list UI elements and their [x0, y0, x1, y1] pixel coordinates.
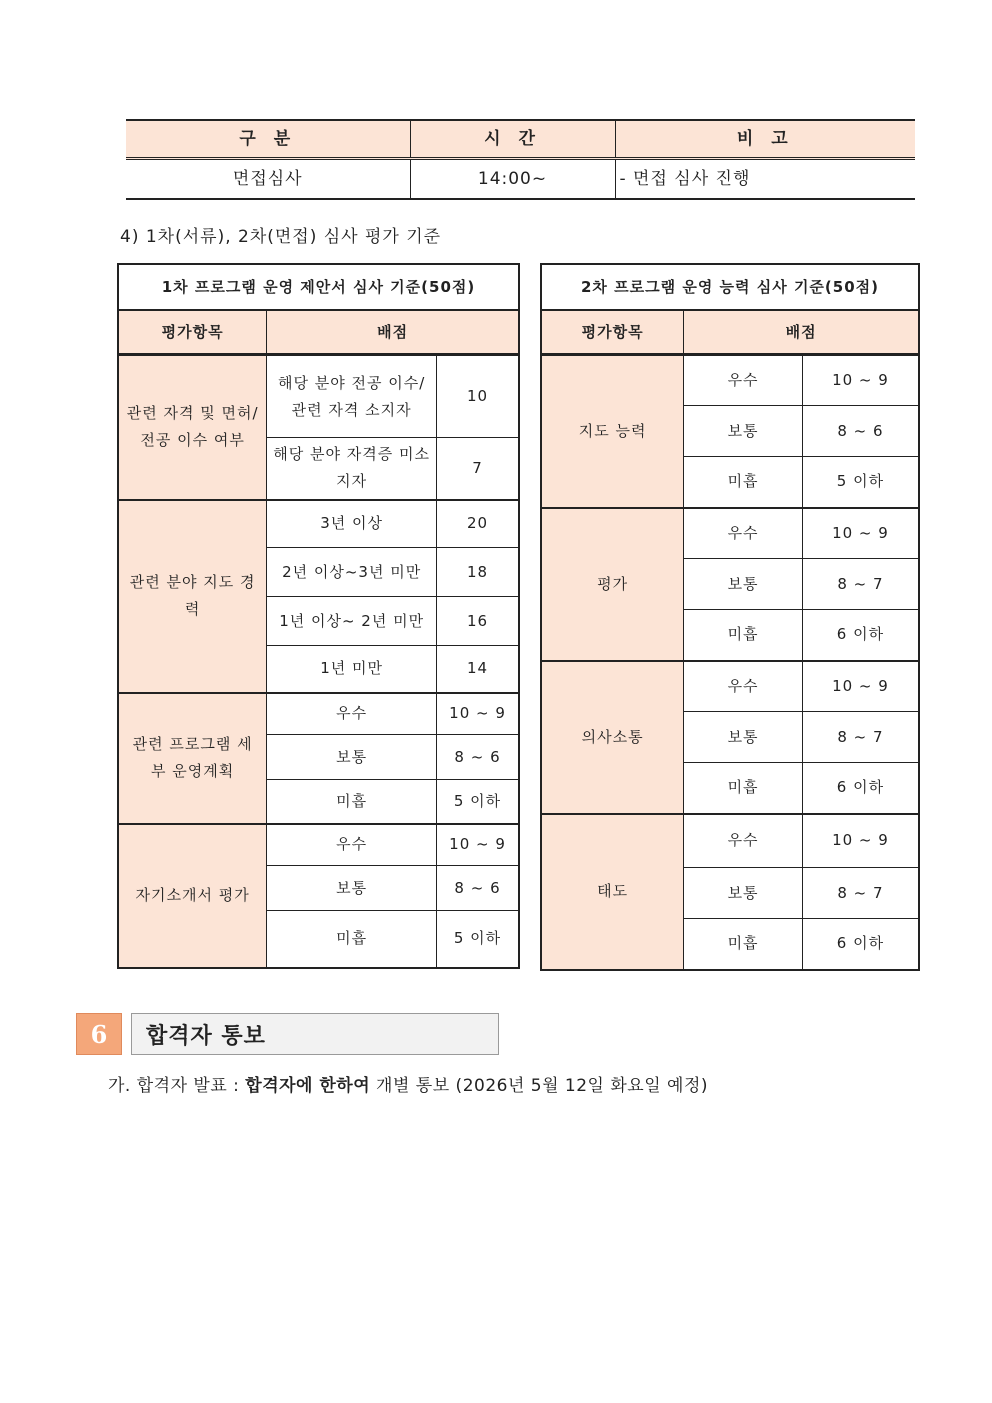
schedule-note: - 면접 심사 진행: [615, 159, 915, 200]
criteria-score: 10 ~ 9: [437, 824, 519, 866]
announcement-emphasis: 합격자에 한하여: [245, 1076, 371, 1096]
second-round-category: 지도 능력: [541, 355, 684, 508]
schedule-time: 14:00~: [410, 159, 615, 200]
first-round-column-headers: [118, 310, 519, 355]
criteria-score: 5 이하: [437, 911, 519, 968]
table-row: [118, 355, 519, 438]
first-round-col-item: 평가항목: [118, 310, 267, 355]
criteria-score: 8 ~ 6: [802, 406, 919, 457]
criteria-label: 보통: [684, 559, 803, 610]
criteria-label: 미흡: [684, 763, 803, 814]
announcement-prefix: 가. 합격자 발표 :: [108, 1076, 246, 1096]
second-round-title-row: [541, 264, 919, 310]
schedule-header-note: 비 고: [615, 120, 915, 159]
criteria-label: 보통: [684, 712, 803, 763]
second-round-col-score: 배점: [684, 310, 919, 355]
table-row: [541, 814, 919, 868]
criteria-label: 미흡: [267, 780, 437, 824]
criteria-score: 6 이하: [802, 610, 919, 661]
table-row: [541, 508, 919, 559]
first-round-category: 자기소개서 평가: [118, 824, 267, 968]
criteria-label: 보통: [684, 406, 803, 457]
criteria-score: 10 ~ 9: [437, 693, 519, 735]
criteria-score: 10: [437, 355, 519, 438]
criteria-heading: 4) 1차(서류), 2차(면접) 심사 평가 기준: [120, 227, 442, 247]
criteria-score: 10 ~ 9: [802, 661, 919, 712]
first-round-title: 1차 프로그램 운영 제안서 심사 기준(50점): [118, 264, 519, 310]
criteria-label: 보통: [684, 868, 803, 919]
criteria-score: 8 ~ 7: [802, 712, 919, 763]
schedule-table: [126, 119, 915, 200]
criteria-score: 6 이하: [802, 763, 919, 814]
section-number-badge: 6: [76, 1013, 122, 1055]
schedule-header-time: 시 간: [410, 120, 615, 159]
schedule-row: [126, 159, 915, 200]
criteria-label: 미흡: [684, 610, 803, 661]
schedule-header-category: 구 분: [126, 120, 410, 159]
criteria-label: 미흡: [684, 919, 803, 970]
criteria-label: 우수: [684, 661, 803, 712]
criteria-label: 1년 미만: [267, 646, 437, 693]
second-round-category: 평가: [541, 508, 684, 661]
criteria-label: 2년 이상~3년 미만: [267, 548, 437, 597]
criteria-label: 3년 이상: [267, 500, 437, 548]
table-row: [118, 693, 519, 735]
first-round-title-row: [118, 264, 519, 310]
criteria-score: 8 ~ 7: [802, 868, 919, 919]
criteria-score: 18: [437, 548, 519, 597]
criteria-score: 20: [437, 500, 519, 548]
second-round-category: 의사소통: [541, 661, 684, 814]
table-row: [541, 661, 919, 712]
table-row: [118, 824, 519, 866]
second-round-column-headers: [541, 310, 919, 355]
announcement-line: [108, 1071, 708, 1096]
criteria-score: 5 이하: [437, 780, 519, 824]
criteria-label: 미흡: [684, 457, 803, 508]
criteria-label: 해당 분야 전공 이수/관련 자격 소지자: [267, 355, 437, 438]
criteria-score: 7: [437, 438, 519, 500]
first-round-category: 관련 자격 및 면허/전공 이수 여부: [118, 355, 267, 500]
criteria-label: 우수: [684, 814, 803, 868]
criteria-score: 8 ~ 6: [437, 866, 519, 911]
criteria-label: 보통: [267, 866, 437, 911]
schedule-category: 면접심사: [126, 159, 410, 200]
first-round-category: 관련 프로그램 세부 운영계획: [118, 693, 267, 824]
criteria-score: 10 ~ 9: [802, 814, 919, 868]
announcement-suffix: 개별 통보 (2026년 5월 12일 화요일 예정): [370, 1076, 709, 1096]
first-round-col-score: 배점: [267, 310, 519, 355]
criteria-score: 10 ~ 9: [802, 355, 919, 406]
criteria-score: 8 ~ 6: [437, 735, 519, 780]
second-round-col-item: 평가항목: [541, 310, 684, 355]
criteria-label: 우수: [684, 355, 803, 406]
criteria-label: 우수: [267, 824, 437, 866]
table-row: [118, 500, 519, 548]
criteria-score: 10 ~ 9: [802, 508, 919, 559]
table-row: [541, 355, 919, 406]
schedule-header-row: [126, 120, 915, 159]
criteria-label: 해당 분야 자격증 미소지자: [267, 438, 437, 500]
first-round-criteria-table: [117, 263, 520, 969]
second-round-category: 태도: [541, 814, 684, 970]
first-round-category: 관련 분야 지도 경력: [118, 500, 267, 693]
criteria-label: 1년 이상~ 2년 미만: [267, 597, 437, 646]
second-round-title: 2차 프로그램 운영 능력 심사 기준(50점): [541, 264, 919, 310]
criteria-label: 미흡: [267, 911, 437, 968]
section-title: 합격자 통보: [131, 1013, 499, 1055]
criteria-label: 우수: [684, 508, 803, 559]
criteria-score: 8 ~ 7: [802, 559, 919, 610]
criteria-label: 보통: [267, 735, 437, 780]
criteria-score: 16: [437, 597, 519, 646]
second-round-criteria-table: [540, 263, 920, 971]
criteria-label: 우수: [267, 693, 437, 735]
criteria-score: 5 이하: [802, 457, 919, 508]
criteria-score: 6 이하: [802, 919, 919, 970]
criteria-score: 14: [437, 646, 519, 693]
